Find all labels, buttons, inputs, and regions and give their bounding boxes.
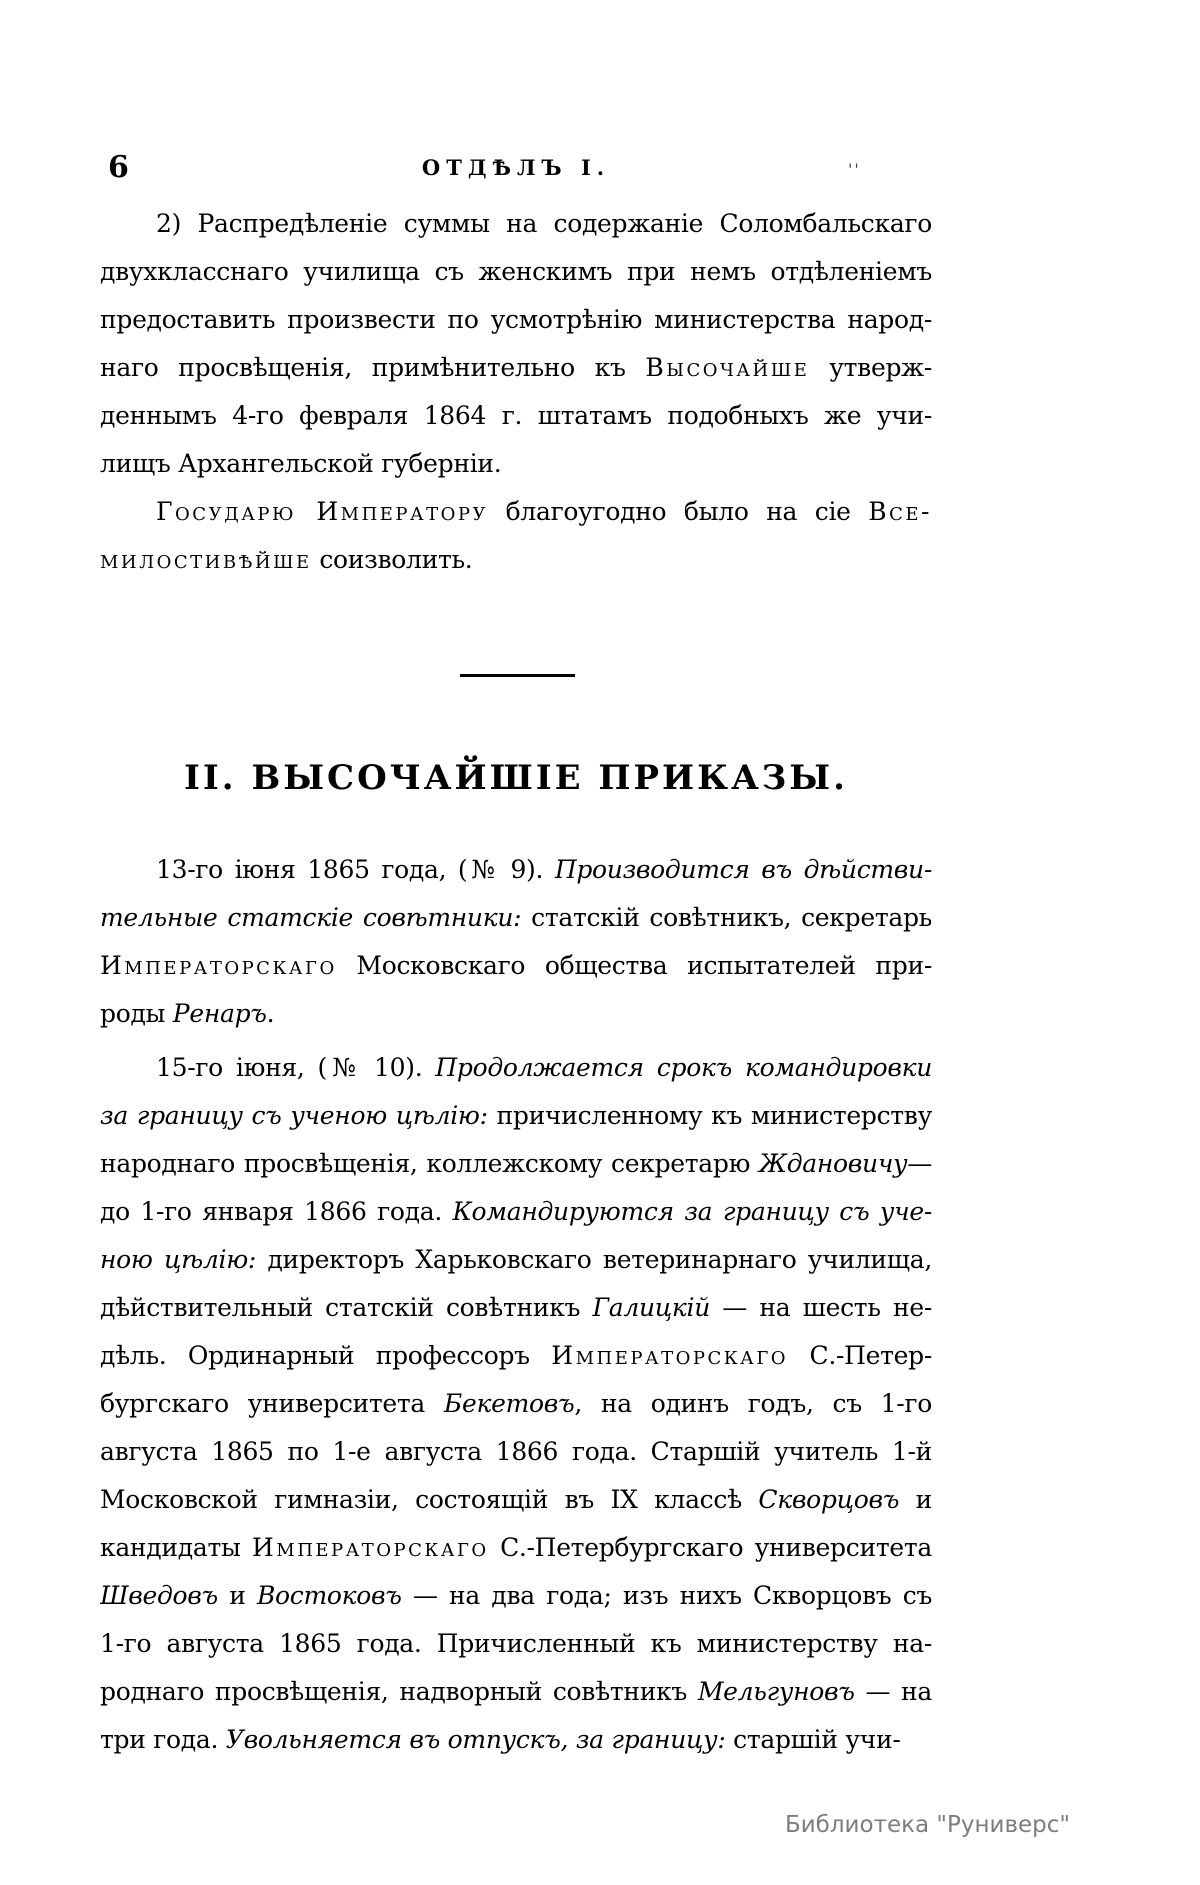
page-number: 6 xyxy=(108,150,129,185)
text-line: кандидаты Императорскаго С.-Петербургскаго университета xyxy=(100,1533,932,1562)
section-heading: II. ВЫСОЧАЙШІЕ ПРИКАЗЫ. xyxy=(183,758,849,798)
text-line: 13-го іюня 1865 года, (№ 9). Производится въ дѣйстви- xyxy=(156,855,932,884)
text-line: лищъ Архангельской губерніи. xyxy=(100,449,502,478)
text-line: Шведовъ и Востоковъ — на два года; изъ нихъ Скворцовъ съ xyxy=(100,1581,932,1610)
paragraph-order-10 xyxy=(100,1044,932,1764)
text-line: три года. Увольняется въ отпускъ, за границу: старшій учи- xyxy=(100,1725,901,1754)
text-line: роды Ренаръ. xyxy=(100,999,275,1028)
text-line: 2) Распредѣленіе суммы на содержаніе Соломбальскаго xyxy=(156,209,932,238)
text-line: дѣль. Ординарный профессоръ Императорскаго С.-Петер- xyxy=(100,1341,932,1370)
text-line: Императорскаго Московскаго общества испытателей при- xyxy=(100,951,932,980)
text-line: бургскаго университета Бекетовъ, на одинъ годъ, съ 1-го xyxy=(100,1389,932,1418)
text-line: тельные статскіе совѣтники: статскій совѣтникъ, секретарь xyxy=(100,903,932,932)
text-line: дѣйствительный статскій совѣтникъ Галицкій — на шесть не- xyxy=(100,1293,932,1322)
running-head: ОТДѢЛЪ I. xyxy=(421,155,611,180)
text-line: роднаго просвѣщенія, надворный совѣтникъ Мельгуновъ — на xyxy=(100,1677,932,1706)
text-line: Государю Императору благоугодно было на сіе Все- xyxy=(156,497,932,526)
text-line: 15-го іюня, (№ 10). Продолжается срокъ командировки xyxy=(156,1053,932,1082)
print-artifact-marks: '' xyxy=(848,160,861,179)
text-line: августа 1865 по 1-е августа 1866 года. Старшій учитель 1-й xyxy=(100,1437,932,1466)
text-line: за границу съ ученою цѣлію: причисленному къ министерству xyxy=(100,1101,932,1130)
paragraph-order-9 xyxy=(100,846,932,1038)
text-line: ною цѣлію: директоръ Харьковскаго ветеринарнаго училища, xyxy=(100,1245,932,1274)
text-line: до 1-го января 1866 года. Командируются за границу съ уче- xyxy=(100,1197,932,1226)
text-line: 1-го августа 1865 года. Причисленный къ министерству на- xyxy=(100,1629,932,1658)
section-divider-rule xyxy=(460,674,575,677)
text-line: двухкласснаго училища съ женскимъ при немъ отдѣленіемъ xyxy=(100,257,932,286)
text-line: народнаго просвѣщенія, коллежскому секретарю Ждановичу— xyxy=(100,1149,932,1178)
text-line: милостивѣйше соизволить. xyxy=(100,545,473,574)
text-line: предоставить произвести по усмотрѣнію министерства народ- xyxy=(100,305,932,334)
library-watermark: Библиотека "Руниверс" xyxy=(784,1812,1070,1838)
text-line: Московской гимназіи, состоящій въ IX классѣ Скворцовъ и xyxy=(100,1485,932,1514)
paragraph-imperial-assent xyxy=(100,488,932,584)
text-line: деннымъ 4-го февраля 1864 г. штатамъ подобныхъ же учи- xyxy=(100,401,932,430)
text-line: наго просвѣщенія, примѣнительно къ Высочайше утверж- xyxy=(100,353,932,382)
paragraph-resolution xyxy=(100,200,932,488)
